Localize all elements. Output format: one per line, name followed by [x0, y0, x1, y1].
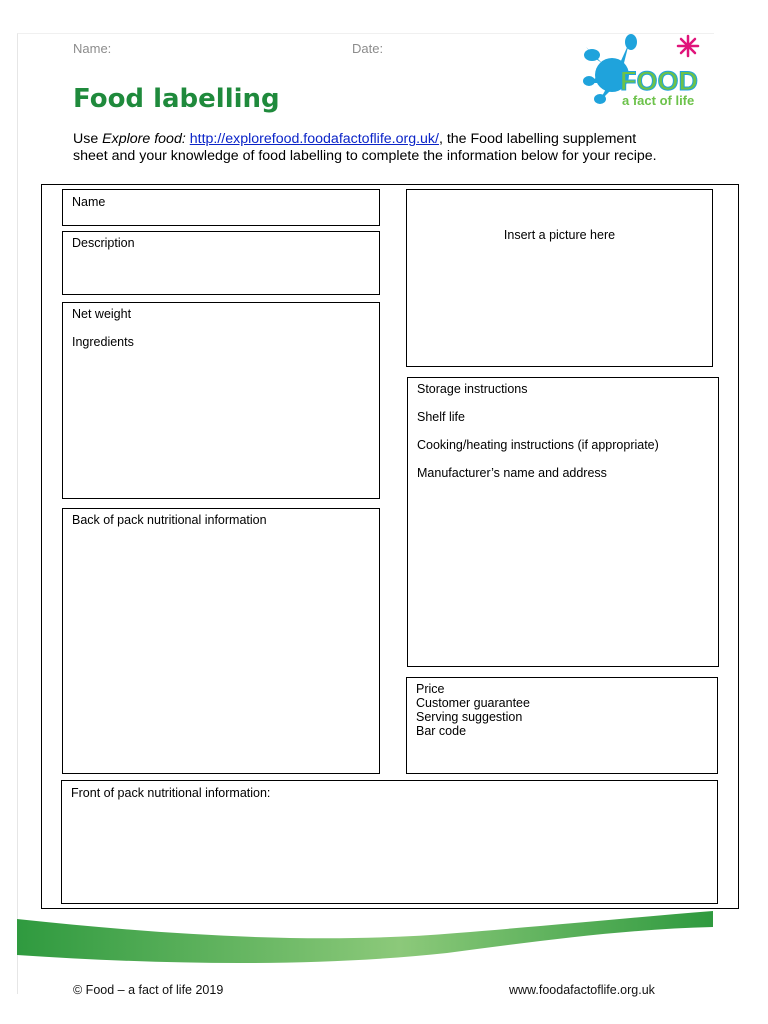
front-of-pack-box[interactable] [61, 780, 718, 904]
explore-food-link[interactable]: http://explorefood.foodafactoflife.org.uk/ [189, 131, 439, 147]
food-a-fact-of-life-logo [582, 33, 712, 119]
price-box-lines [416, 682, 530, 738]
manufacturer-label: Manufacturer’s name and address [417, 466, 607, 480]
back-of-pack-label: Back of pack nutritional information [72, 513, 267, 527]
shelf-life-label: Shelf life [417, 410, 465, 424]
footer-url[interactable]: www.foodafactoflife.org.uk [509, 983, 655, 997]
green-wave-decoration [17, 905, 713, 969]
back-of-pack-box[interactable] [62, 508, 380, 774]
net-weight-label: Net weight [72, 307, 132, 321]
price-label: Price [416, 682, 445, 696]
storage-box[interactable] [407, 377, 719, 667]
name-label: Name: [73, 41, 112, 56]
insert-picture-label: Insert a picture here [503, 228, 616, 242]
description-box-label: Description [72, 236, 135, 250]
name-box-label: Name [72, 195, 106, 209]
date-label: Date: [352, 41, 384, 56]
intro-rest: , the Food labelling supplement sheet and your knowledge of food labelling to complete the information below for your recipe. [73, 131, 657, 164]
serving-suggestion-label: Serving suggestion [416, 710, 523, 724]
description-box[interactable] [62, 231, 380, 295]
front-of-pack-label: Front of pack nutritional information: [71, 786, 271, 800]
net-weight-ingredients-box[interactable] [62, 302, 380, 499]
price-box[interactable] [406, 677, 718, 774]
intro-explore-food: Explore food: [102, 131, 186, 147]
page-title: Food labelling [73, 84, 280, 114]
customer-guarantee-label: Customer guarantee [416, 696, 530, 710]
picture-box[interactable] [406, 189, 713, 367]
bar-code-label: Bar code [416, 724, 467, 738]
splash-logo-graphic [582, 33, 712, 119]
ingredients-label: Ingredients [72, 335, 134, 349]
storage-instructions-label: Storage instructions [417, 382, 528, 396]
footer-copyright: © Food – a fact of life 2019 [73, 983, 224, 997]
cooking-instructions-label: Cooking/heating instructions (if appropriate) [417, 438, 659, 452]
name-box[interactable] [62, 189, 380, 226]
svg-text:FOOD: FOOD [620, 66, 698, 96]
svg-text:a fact of life: a fact of life [622, 93, 695, 108]
intro-paragraph [73, 131, 673, 164]
intro-use: Use [73, 131, 103, 147]
